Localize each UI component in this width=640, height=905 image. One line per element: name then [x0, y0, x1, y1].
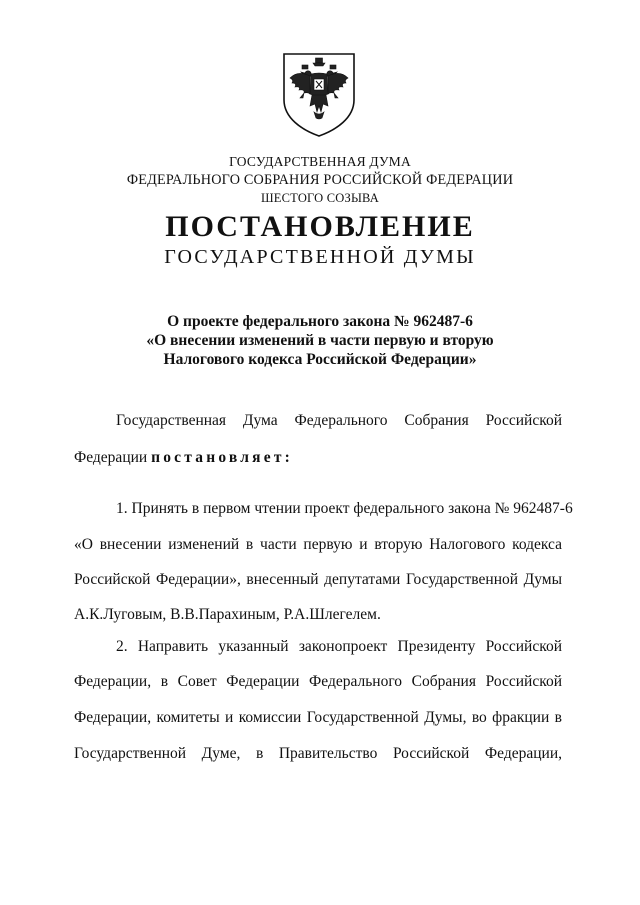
item-1-line-4: А.К.Луговым, В.В.Парахиным, Р.А.Шлегелем.	[74, 606, 381, 623]
org-line-3: ШЕСТОГО СОЗЫВА	[260, 191, 380, 205]
subject-line-2: «О внесении изменений в части первую и вторую	[146, 332, 494, 349]
resolves-word: постановляет:	[151, 449, 293, 466]
subject-line-3: Налогового кодекса Российской Федерации»	[163, 351, 477, 368]
item-2-line-1: 2. Направить указанный законопроект Президенту Российской	[116, 638, 562, 655]
item-1-line-1: 1. Принять в первом чтении проект федерального закона № 962487-6	[116, 500, 573, 517]
item-1-line-3: Российской Федерации», внесенный депутатами Государственной Думы	[74, 571, 562, 588]
document-issuer: ГОСУДАРСТВЕННОЙ ДУМЫ	[164, 246, 476, 268]
coat-of-arms-icon	[278, 48, 360, 140]
preamble-line-2	[74, 449, 562, 467]
org-line-2: ФЕДЕРАЛЬНОГО СОБРАНИЯ РОССИЙСКОЙ ФЕДЕРАЦИИ	[126, 172, 514, 188]
item-1-line-2: «О внесении изменений в части первую и вторую Налогового кодекса	[74, 536, 562, 553]
item-2-line-2: Федерации, в Совет Федерации Федерального Собрания Российской	[74, 673, 562, 690]
document-subject	[0, 312, 640, 369]
item-2-line-4: Государственной Думе, в Правительство Российской Федерации,	[74, 745, 562, 762]
preamble-federation-word: Федерации	[74, 449, 152, 466]
subject-line-1: О проекте федерального закона № 962487-6	[167, 313, 473, 330]
org-line-1: ГОСУДАРСТВЕННАЯ ДУМА	[229, 154, 411, 169]
document-type-title: ПОСТАНОВЛЕНИЕ	[165, 210, 475, 243]
item-2-line-3: Федерации, комитеты и комиссии Государственной Думы, во фракции в	[74, 709, 562, 726]
preamble-line-1: Государственная Дума Федерального Собрания Российской	[116, 412, 562, 429]
